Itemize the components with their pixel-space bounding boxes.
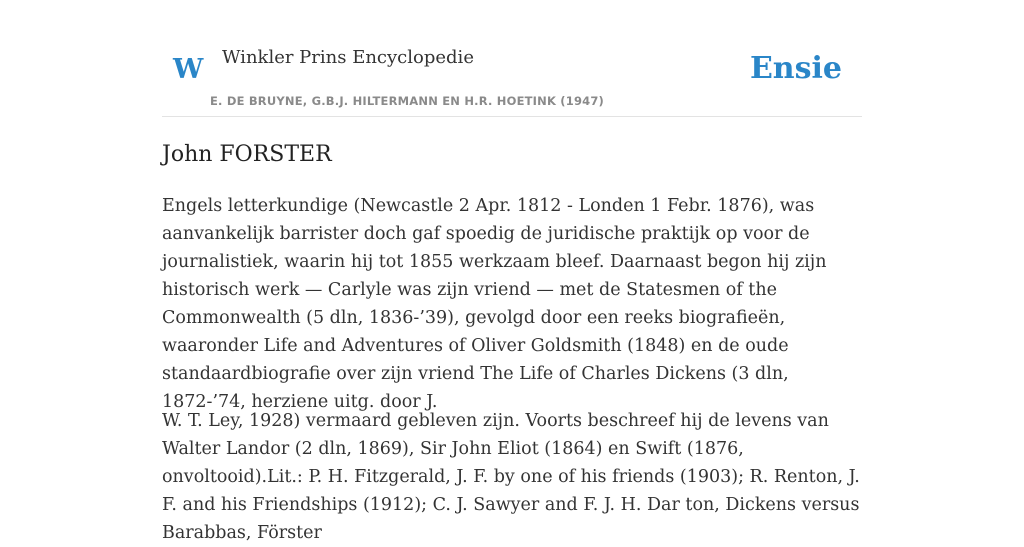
article-paragraph-1: Engels letterkundige (Newcastle 2 Apr. 1812 - Londen 1 Febr. 1876), was aanvankelijk barrister doch gaf spoedig de juridische praktijk op voor de journalistiek, waarin hij tot 1855 werkzaam bleef. Daarnaast begon hij zijn historisch werk — Carlyle was zijn vriend — met de Statesmen of the Commonwealth (5 dln, 1836-’39), gevolgd door een reeks biografieën, waaronder Life and Adventures of Oliver Goldsmith (1848) en de oude standaardbiografie over zijn vriend The Life of Charles Dickens (3 dln, 1872-’74, herziene uitg. door J. — [162, 196, 827, 412]
site-title-link[interactable]: Winkler Prins Encyclopedie — [222, 47, 474, 68]
site-header — [162, 40, 862, 117]
article-title: John FORSTER — [162, 142, 332, 167]
site-logo-icon[interactable]: W — [173, 54, 204, 85]
authors-line: E. DE BRUYNE, G.B.J. HILTERMANN EN H.R. HOETINK (1947) — [210, 94, 605, 108]
article-paragraph-2: W. T. Ley, 1928) vermaard gebleven zijn. Voorts beschreef hij de levens van Walter Landor (2 dln, 1869), Sir John Eliot (1864) en Swift (1876, onvoltooid).Lit.: P. H. Fitzgerald, J. F. by one of his friends (1903); R. Renton, J. F. and his Friendships (1912); C. J. Sawyer and F. J. H. Dar ton, Dickens versus Barabbas, Förster — [162, 411, 860, 543]
brand-logo[interactable]: Ensie — [749, 51, 842, 86]
